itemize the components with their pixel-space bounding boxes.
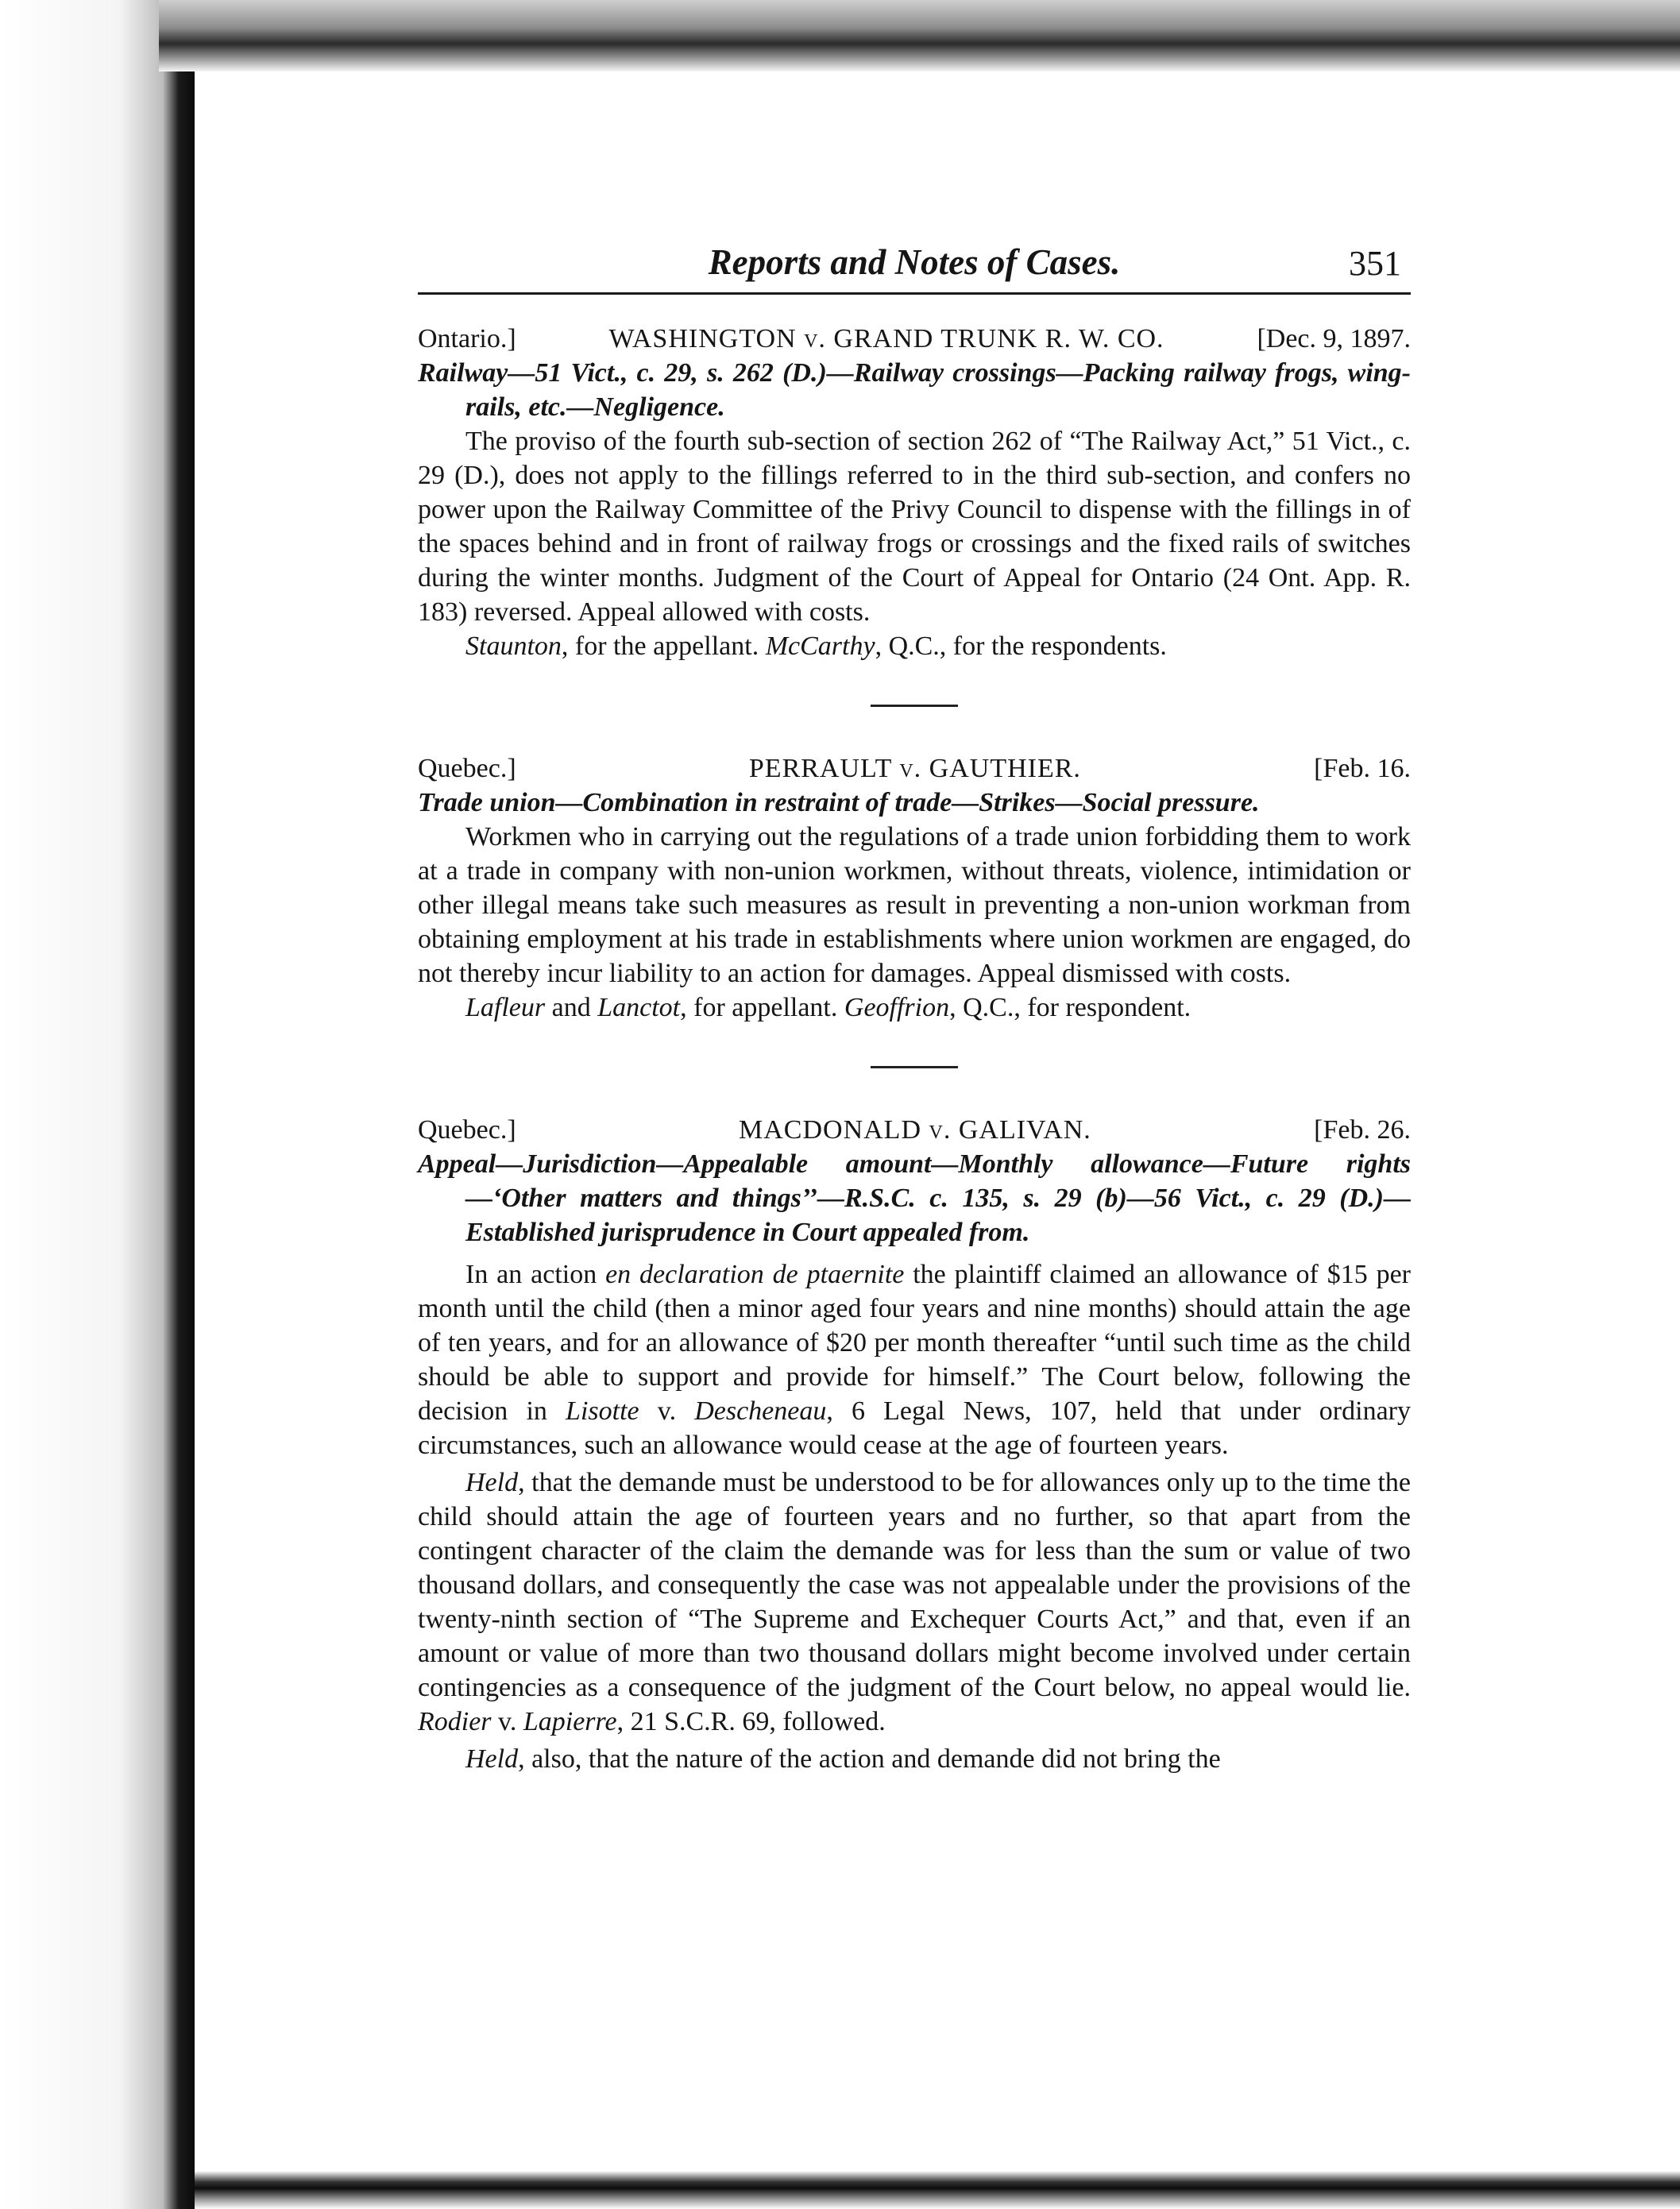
- case-parties: MACDONALD v. GALIVAN.: [739, 1115, 1091, 1145]
- italic-term: en declaration de ptaernite: [605, 1260, 905, 1289]
- case-summary: Workmen who in carrying out the regulations of a trade union forbidding them to work at a trade in company with non-union workmen, without threats, violence, intimidation or other illegal means take such measures as result in preventing a non-union workman from obtaining employment at his trade in establishments where union workmen are engaged, do not thereby incur liability to an action for damages. Appeal dismissed with costs.: [418, 822, 1411, 988]
- case-macdonald: [418, 1113, 1411, 1776]
- holding-text: , that the demande must be understood to be for allowances only up to the time the child should attain the age of fourteen years and no further, so that apart from the contingent character of the claim the demande was for less than the sum or value of two thousand dollars, and consequently the case was not appealable under the provisions of the twenty-ninth section of “The Supreme and Exchequer Courts Act,” and that, even if an amount or value of more than two thousand dollars might become involved under certain contingencies as a consequence of the judgment of the Court below, no appeal would lie.: [418, 1468, 1411, 1702]
- court: Quebec.]: [418, 754, 516, 783]
- case-keywords: Appeal—Jurisdiction—Appealable amount—Monthly allowance—Future rights—‘Other matters and things’’—R.S.C. c. 135, s. 29 (b)—56 Vict., c. 29 (D.)—Established jurisprudence in Court appealed from.: [418, 1149, 1411, 1247]
- case-citation-name: Rodier: [418, 1707, 492, 1736]
- case-heading: [418, 751, 1411, 786]
- counsel-name: Geoffrion: [844, 993, 950, 1022]
- case-keywords: Trade union—Combination in restraint of trade—Strikes—Social pressure.: [418, 788, 1260, 817]
- counsel-text: , Q.C., for the respondents.: [875, 631, 1167, 661]
- summary-text: In an action: [465, 1260, 606, 1289]
- case-summary: [418, 1257, 1411, 1462]
- holding-text: v.: [491, 1707, 523, 1736]
- counsel-text: , for the appellant.: [561, 631, 766, 661]
- counsel-line: [418, 991, 1411, 1025]
- case-citation-name: Lapierre: [523, 1707, 617, 1736]
- holding-paragraph: [418, 1742, 1411, 1776]
- scan-border-left: [0, 0, 195, 2209]
- page-body: [418, 238, 1411, 1776]
- scan-border-bottom: [195, 2171, 1680, 2209]
- summary-text: v.: [639, 1396, 695, 1426]
- case-heading: [418, 322, 1411, 356]
- page-header: [418, 238, 1411, 295]
- counsel-name: Lafleur: [465, 993, 546, 1022]
- counsel-text: and: [545, 993, 598, 1022]
- case-perrault: [418, 751, 1411, 1025]
- case-date: [Dec. 9, 1897.: [1257, 324, 1411, 353]
- case-date: [Feb. 16.: [1314, 754, 1411, 783]
- summary-text: , 6 Legal News, 107, held that under ordinary circumstances, such an allowance would cease at the age of fourteen years.: [418, 1396, 1411, 1460]
- case-keywords: Railway—51 Vict., c. 29, s. 262 (D.)—Railway crossings—Packing railway frogs, wing-rails, etc.—Negligence.: [418, 358, 1411, 422]
- case-date: [Feb. 26.: [1314, 1115, 1411, 1145]
- held-label: Held: [465, 1744, 519, 1774]
- case-citation-name: Descheneau: [694, 1396, 827, 1426]
- section-separator: [871, 705, 958, 707]
- section-separator: [871, 1066, 958, 1068]
- counsel-name: McCarthy: [765, 631, 875, 661]
- running-title: Reports and Notes of Cases.: [708, 242, 1121, 282]
- case-summary: The proviso of the fourth sub-section of section 262 of “The Railway Act,” 51 Vict., c. 29 (D.), does not apply to the fillings referred to in the third sub-section, and confers no power upon the Railway Committee of the Privy Council to dispense with the fillings in of the spaces behind and in front of railway frogs or crossings and the fixed rails of switches during the winter months. Judgment of the Court of Appeal for Ontario (24 Ont. App. R. 183) reversed. Appeal allowed with costs.: [418, 427, 1411, 627]
- case-citation-name: Lisotte: [566, 1396, 639, 1426]
- court: Quebec.]: [418, 1115, 516, 1145]
- holding-text: , also, that the nature of the action and demande did not bring the: [518, 1744, 1221, 1774]
- case-heading: [418, 1113, 1411, 1147]
- case-parties: PERRAULT v. GAUTHIER.: [748, 754, 1081, 783]
- counsel-name: Staunton: [465, 631, 562, 661]
- page-number: 351: [1349, 244, 1401, 283]
- counsel-line: [418, 629, 1411, 663]
- counsel-text: , Q.C., for respondent.: [949, 993, 1191, 1022]
- summary-text: the plaintiff claimed an allowance of $15 per month until the child (then a minor aged four years and nine months) should attain the age of ten years, and for an allowance of $20 per month thereafter “until such time as the child should be able to support and provide for himself.” The Court below, following the decision in: [418, 1260, 1411, 1426]
- held-label: Held: [465, 1468, 519, 1497]
- court: Ontario.]: [418, 324, 516, 353]
- holding-text: , 21 S.C.R. 69, followed.: [616, 1707, 886, 1736]
- case-washington: [418, 322, 1411, 663]
- counsel-text: , for appellant.: [680, 993, 844, 1022]
- counsel-name: Lanctot: [597, 993, 681, 1022]
- holding-paragraph: [418, 1466, 1411, 1739]
- scan-border-top: [159, 0, 1680, 71]
- case-parties: WASHINGTON v. GRAND TRUNK R. W. CO.: [608, 324, 1164, 353]
